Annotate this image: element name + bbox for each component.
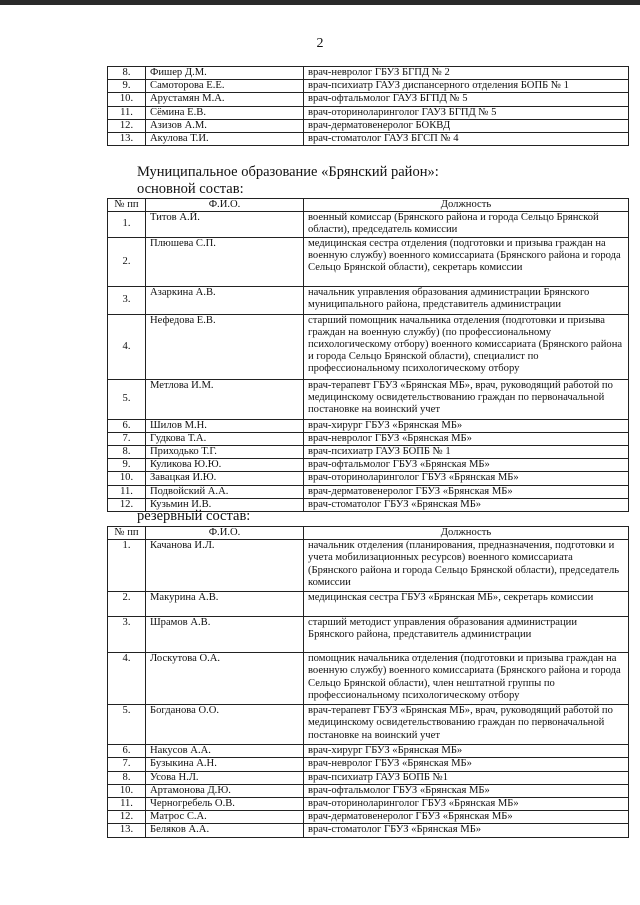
row-position: врач-дерматовенеролог БОКВД [304, 119, 629, 132]
row-name: Акулова Т.И. [146, 133, 304, 146]
row-number: 2. [108, 592, 146, 617]
table-row [108, 617, 629, 653]
table-row [108, 784, 629, 797]
row-name: Лоскутова О.А. [146, 653, 304, 705]
row-name: Метлова И.М. [146, 379, 304, 419]
row-position: военный комиссар (Брянского района и города Сельцо Брянской области), председатель комиссии [304, 212, 629, 237]
row-name: Накусов А.А. [146, 745, 304, 758]
row-position: врач-стоматолог ГБУЗ «Брянская МБ» [304, 498, 629, 511]
row-position: врач-невролог ГБУЗ «Брянская МБ» [304, 432, 629, 445]
row-number: 5. [108, 705, 146, 745]
row-number: 4. [108, 314, 146, 379]
row-number: 5. [108, 379, 146, 419]
row-name: Нефедова Е.В. [146, 314, 304, 379]
row-position: врач-психиатр ГАУЗ БОПБ №1 [304, 771, 629, 784]
reserve-composition-heading: резервный состав: [137, 508, 251, 524]
row-number: 12. [108, 498, 146, 511]
table-row [108, 314, 629, 379]
row-position: врач-хирург ГБУЗ «Брянская МБ» [304, 419, 629, 432]
row-name: Плюшева С.П. [146, 237, 304, 286]
row-name: Завацкая И.Ю. [146, 472, 304, 485]
row-position: врач-хирург ГБУЗ «Брянская МБ» [304, 745, 629, 758]
table-row [108, 485, 629, 498]
table-row [108, 67, 629, 80]
table-row [108, 592, 629, 617]
row-position: врач-терапевт ГБУЗ «Брянская МБ», врач, руководящий работой по медицинскому освидетельствованию граждан по первоначальной постановке на воинский учет [304, 705, 629, 745]
row-number: 11. [108, 106, 146, 119]
row-name: Богданова О.О. [146, 705, 304, 745]
table-row [108, 119, 629, 132]
row-number: 11. [108, 798, 146, 811]
row-number: 9. [108, 80, 146, 93]
table-row [108, 798, 629, 811]
row-position: врач-оториноларинголог ГАУЗ БГПД № 5 [304, 106, 629, 119]
row-position: врач-офтальмолог ГАУЗ БГПД № 5 [304, 93, 629, 106]
row-number: 12. [108, 119, 146, 132]
row-position: врач-терапевт ГБУЗ «Брянская МБ», врач, руководящий работой по медицинскому освидетельствованию граждан по первоначальной постановке на воинский учет [304, 379, 629, 419]
row-name: Черногребель О.В. [146, 798, 304, 811]
row-number: 2. [108, 237, 146, 286]
row-position: врач-невролог ГБУЗ БГПД № 2 [304, 67, 629, 80]
table-row [108, 811, 629, 824]
row-name: Шилов М.Н. [146, 419, 304, 432]
row-number: 13. [108, 133, 146, 146]
row-number: 9. [108, 459, 146, 472]
row-number: 6. [108, 745, 146, 758]
table-row [108, 80, 629, 93]
table-body [108, 540, 629, 837]
row-position: врач-офтальмолог ГБУЗ «Брянская МБ» [304, 784, 629, 797]
row-position: начальник управления образования администрации Брянского муниципального района, представитель администрации [304, 286, 629, 314]
table-row [108, 237, 629, 286]
row-position: врач-стоматолог ГАУЗ БГСП № 4 [304, 133, 629, 146]
row-name: Артамонова Д.Ю. [146, 784, 304, 797]
row-position: старший помощник начальника отделения (подготовки и призыва граждан на военную службу) (по профессиональному психологическому отбору) военного комиссариата (Брянского района и города Сельцо Брянской области), специалист по профессиональному психологическому отбору [304, 314, 629, 379]
row-position: врач-дерматовенеролог ГБУЗ «Брянская МБ» [304, 485, 629, 498]
row-number: 11. [108, 485, 146, 498]
row-name: Подвойский А.А. [146, 485, 304, 498]
row-name: Усова Н.Л. [146, 771, 304, 784]
table-body [108, 212, 629, 512]
header-number: № пп [108, 199, 146, 212]
header-name: Ф.И.О. [146, 527, 304, 540]
page-number: 2 [316, 36, 324, 51]
commission-table-continued [107, 66, 629, 146]
row-name: Фишер Д.М. [146, 67, 304, 80]
row-number: 10. [108, 784, 146, 797]
table-row [108, 705, 629, 745]
table-row [108, 286, 629, 314]
table-row [108, 93, 629, 106]
table-row [108, 472, 629, 485]
municipality-heading: Муниципальное образование «Брянский район»: [137, 164, 439, 180]
table-row [108, 106, 629, 119]
row-position: помощник начальника отделения (подготовки и призыва граждан на военную службу) военного комиссариата (Брянского района и города Сельцо Брянской области), член нештатной группы по профессиональному психологическому отбору [304, 653, 629, 705]
row-name: Гудкова Т.А. [146, 432, 304, 445]
row-position: врач-офтальмолог ГБУЗ «Брянская МБ» [304, 459, 629, 472]
row-name: Кузьмин И.В. [146, 498, 304, 511]
header-name: Ф.И.О. [146, 199, 304, 212]
row-position: медицинская сестра ГБУЗ «Брянская МБ», секретарь комиссии [304, 592, 629, 617]
row-name: Приходько Т.Г. [146, 446, 304, 459]
row-number: 1. [108, 540, 146, 592]
row-name: Сёмина Е.В. [146, 106, 304, 119]
table-header-row [108, 199, 629, 212]
table-body [108, 67, 629, 146]
table-row [108, 771, 629, 784]
table-row [108, 379, 629, 419]
table-row [108, 212, 629, 237]
main-composition-heading: основной состав: [137, 181, 244, 197]
table-row [108, 824, 629, 837]
row-number: 3. [108, 286, 146, 314]
row-position: врач-дерматовенеролог ГБУЗ «Брянская МБ» [304, 811, 629, 824]
row-name: Бузыкина А.Н. [146, 758, 304, 771]
table-row [108, 745, 629, 758]
row-number: 10. [108, 93, 146, 106]
row-number: 7. [108, 432, 146, 445]
table-row [108, 419, 629, 432]
table-row [108, 653, 629, 705]
row-position: врач-невролог ГБУЗ «Брянская МБ» [304, 758, 629, 771]
table-row [108, 432, 629, 445]
row-position: врач-оториноларинголог ГБУЗ «Брянская МБ» [304, 472, 629, 485]
header-number: № пп [108, 527, 146, 540]
header-position: Должность [304, 527, 629, 540]
row-number: 7. [108, 758, 146, 771]
row-name: Матрос С.А. [146, 811, 304, 824]
row-name: Макурина А.В. [146, 592, 304, 617]
table-row [108, 446, 629, 459]
row-position: врач-психиатр ГАУЗ БОПБ № 1 [304, 446, 629, 459]
table-row [108, 133, 629, 146]
reserve-composition-table [107, 526, 629, 838]
row-number: 10. [108, 472, 146, 485]
header-position: Должность [304, 199, 629, 212]
row-number: 13. [108, 824, 146, 837]
row-position: врач-психиатр ГАУЗ диспансерного отделения БОПБ № 1 [304, 80, 629, 93]
scan-top-edge [0, 0, 640, 5]
row-name: Азизов А.М. [146, 119, 304, 132]
row-position: врач-стоматолог ГБУЗ «Брянская МБ» [304, 824, 629, 837]
row-position: врач-оториноларинголог ГБУЗ «Брянская МБ» [304, 798, 629, 811]
row-name: Качанова И.Л. [146, 540, 304, 592]
row-name: Самоторова Е.Е. [146, 80, 304, 93]
row-number: 8. [108, 771, 146, 784]
row-position: начальник отделения (планирования, предназначения, подготовки и учета мобилизационных ресурсов) военного комиссариата (Брянского района и города Сельцо Брянской области), председатель комиссии [304, 540, 629, 592]
row-name: Куликова Ю.Ю. [146, 459, 304, 472]
table-row [108, 758, 629, 771]
row-name: Арустамян М.А. [146, 93, 304, 106]
row-name: Азаркина А.В. [146, 286, 304, 314]
row-number: 1. [108, 212, 146, 237]
row-number: 8. [108, 67, 146, 80]
row-number: 12. [108, 811, 146, 824]
row-number: 4. [108, 653, 146, 705]
row-number: 3. [108, 617, 146, 653]
table-header-row [108, 527, 629, 540]
row-position: старший методист управления образования администрации Брянского района, представитель администрации [304, 617, 629, 653]
row-name: Титов А.Й. [146, 212, 304, 237]
row-position: медицинская сестра отделения (подготовки и призыва граждан на военную службу) военного комиссариата (Брянского района и города Сельцо Брянской области), секретарь комиссии [304, 237, 629, 286]
row-number: 6. [108, 419, 146, 432]
table-row [108, 540, 629, 592]
table-row [108, 459, 629, 472]
row-name: Беляков А.А. [146, 824, 304, 837]
row-number: 8. [108, 446, 146, 459]
main-composition-table [107, 198, 629, 512]
row-name: Шрамов А.В. [146, 617, 304, 653]
